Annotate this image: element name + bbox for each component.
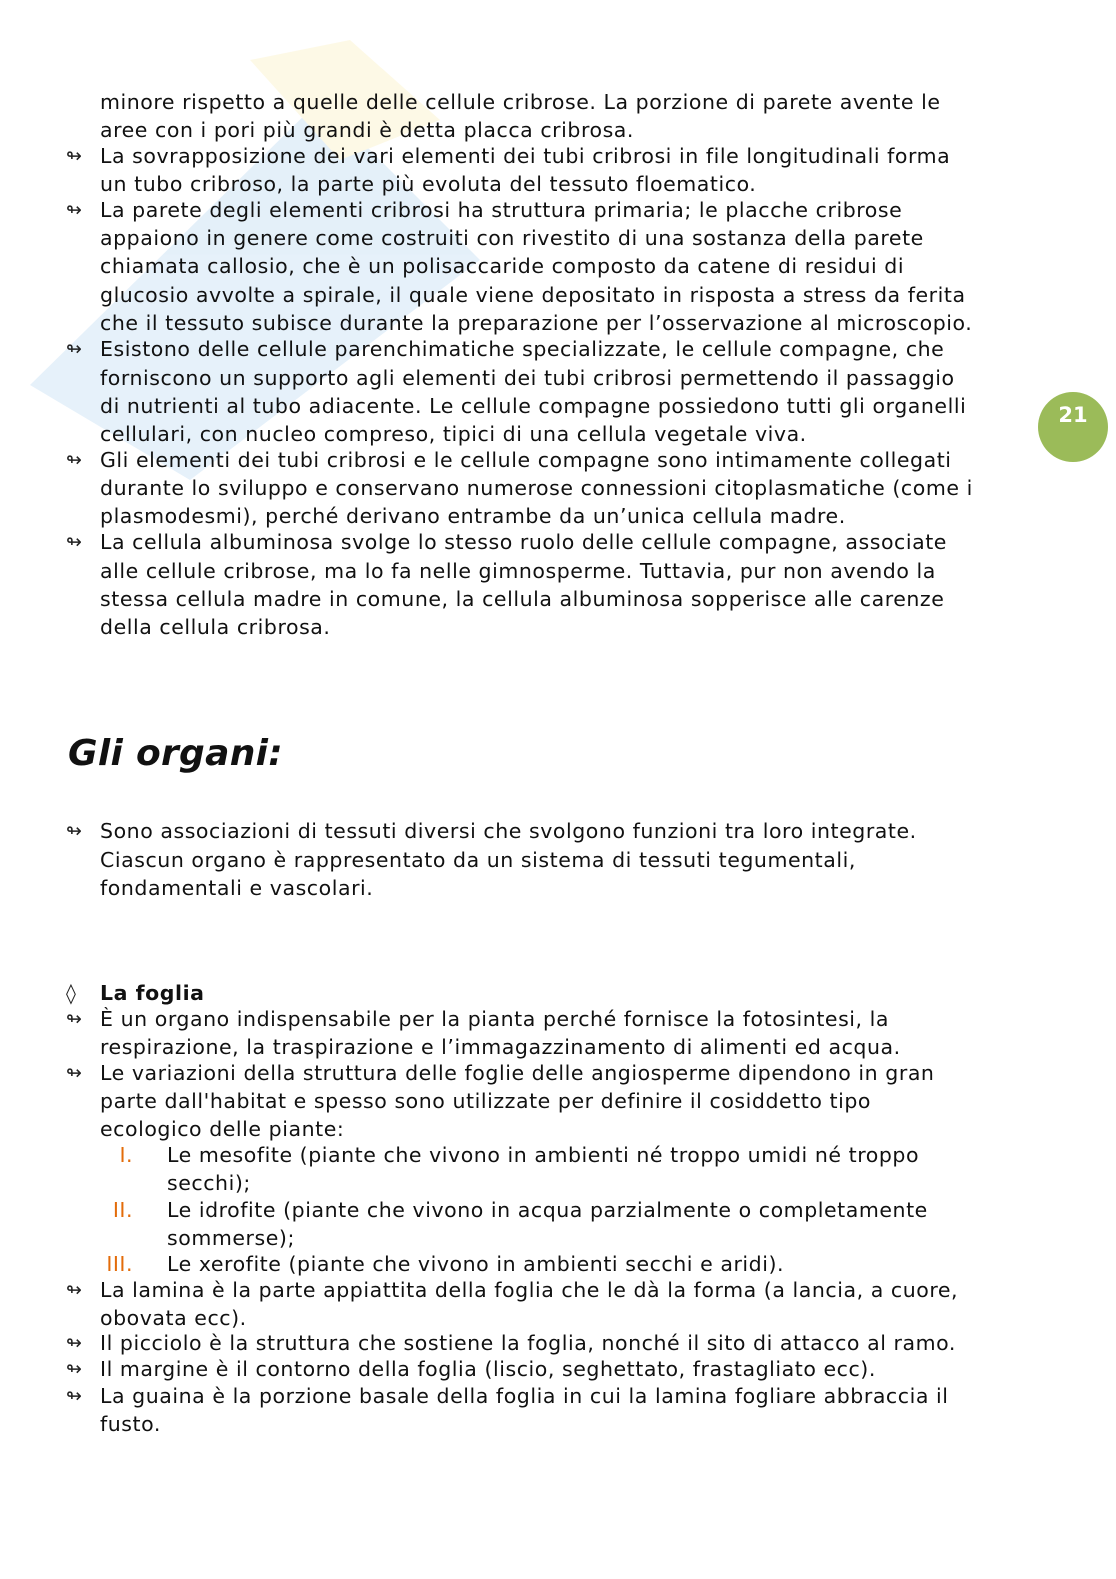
arrow-bullet-icon: ↬ [66,449,82,471]
list-item-line: Il picciolo è la struttura che sostiene la foglia, nonché il sito di attacco al ramo. [100,1331,956,1355]
list-item-line: glucosio avvolte a spirale, il quale viene depositato in risposta a stress da ferita [100,283,966,307]
list-item-line: alle cellule cribrose, ma lo fa nelle gimnosperme. Tuttavia, pur non avendo la [100,559,936,583]
roman-numeral: III. [106,1252,133,1276]
roman-item-line: sommerse); [167,1226,295,1250]
list-item-line: La cellula albuminosa svolge lo stesso ruolo delle cellule compagne, associate [100,530,947,554]
list-item-line: Il margine è il contorno della foglia (liscio, seghettato, frastagliato ecc). [100,1357,876,1381]
section-heading: Gli organi: [68,733,283,774]
list-item-line: Esistono delle cellule parenchimatiche specializzate, le cellule compagne, che [100,337,945,361]
arrow-bullet-icon: ↬ [66,1385,82,1407]
arrow-bullet-icon: ↬ [66,820,82,842]
list-item-line: un tubo cribroso, la parte più evoluta del tessuto floematico. [100,172,757,196]
list-item-line: che il tessuto subisce durante la preparazione per l’osservazione al microscopio. [100,311,973,335]
roman-item-line: Le xerofite (piante che vivono in ambienti secchi e aridi). [167,1252,785,1276]
roman-numeral: I. [119,1143,133,1167]
list-item-line: fusto. [100,1412,161,1436]
list-item-line: appaiono in genere come costruiti con rivestito di una sostanza della parete [100,226,924,250]
list-item-line: È un organo indispensabile per la pianta perché fornisce la fotosintesi, la [100,1007,890,1031]
list-item-line: obovata ecc). [100,1306,247,1330]
list-item-line: respirazione, la traspirazione e l’immagazzinamento di alimenti ed acqua. [100,1035,901,1059]
list-item-line: La lamina è la parte appiattita della foglia che le dà la forma (a lancia, a cuore, [100,1278,959,1302]
subsection-title: La foglia [100,981,205,1005]
list-item-line: stessa cellula madre in comune, la cellula albuminosa sopperisce alle carenze [100,587,945,611]
list-item-line: La guaina è la porzione basale della foglia in cui la lamina fogliare abbraccia il [100,1384,949,1408]
paragraph-line: aree con i pori più grandi è detta placca cribrosa. [100,118,634,142]
arrow-bullet-icon: ↬ [66,531,82,553]
list-item-line: chiamata callosio, che è un polisaccaride composto da catene di residui di [100,254,905,278]
list-item-line: Gli elementi dei tubi cribrosi e le cellule compagne sono intimamente collegati [100,448,952,472]
arrow-bullet-icon: ↬ [66,1279,82,1301]
arrow-bullet-icon: ↬ [66,338,82,360]
list-item-line: La parete degli elementi cribrosi ha struttura primaria; le placche cribrose [100,198,903,222]
arrow-bullet-icon: ↬ [66,1062,82,1084]
list-item-line: ecologico delle piante: [100,1117,345,1141]
list-item-line: durante lo sviluppo e conservano numerose connessioni citoplasmatiche (come i [100,476,973,500]
roman-item-line: secchi); [167,1171,251,1195]
page-number: 21 [1058,403,1088,427]
list-item-line: parte dall'habitat e spesso sono utilizzate per definire il cosiddetto tipo [100,1089,871,1113]
list-item-line: fondamentali e vascolari. [100,876,374,900]
roman-numeral: II. [112,1198,133,1222]
paragraph-line: minore rispetto a quelle delle cellule cribrose. La porzione di parete avente le [100,90,941,114]
list-item-line: cellulari, con nucleo compreso, tipici di una cellula vegetale viva. [100,422,807,446]
list-item-line: Ciascun organo è rappresentato da un sistema di tessuti tegumentali, [100,848,856,872]
list-item-line: Le variazioni della struttura delle foglie delle angiosperme dipendono in gran [100,1061,935,1085]
list-item-line: plasmodesmi), perché derivano entrambe da un’unica cellula madre. [100,504,846,528]
list-item-line: di nutrienti al tubo adiacente. Le cellule compagne possiedono tutti gli organelli [100,394,967,418]
list-item-line: Sono associazioni di tessuti diversi che svolgono funzioni tra loro integrate. [100,819,917,843]
diamond-bullet-icon: ◊ [66,981,76,1005]
arrow-bullet-icon: ↬ [66,1332,82,1354]
roman-item-line: Le idrofite (piante che vivono in acqua parzialmente o completamente [167,1198,928,1222]
list-item-line: forniscono un supporto agli elementi dei tubi cribrosi permettendo il passaggio [100,366,955,390]
arrow-bullet-icon: ↬ [66,145,82,167]
arrow-bullet-icon: ↬ [66,199,82,221]
list-item-line: della cellula cribrosa. [100,615,331,639]
arrow-bullet-icon: ↬ [66,1358,82,1380]
roman-item-line: Le mesofite (piante che vivono in ambienti né troppo umidi né troppo [167,1143,920,1167]
list-item-line: La sovrapposizione dei vari elementi dei tubi cribrosi in file longitudinali forma [100,144,951,168]
page-number-badge [1038,392,1108,462]
arrow-bullet-icon: ↬ [66,1008,82,1030]
